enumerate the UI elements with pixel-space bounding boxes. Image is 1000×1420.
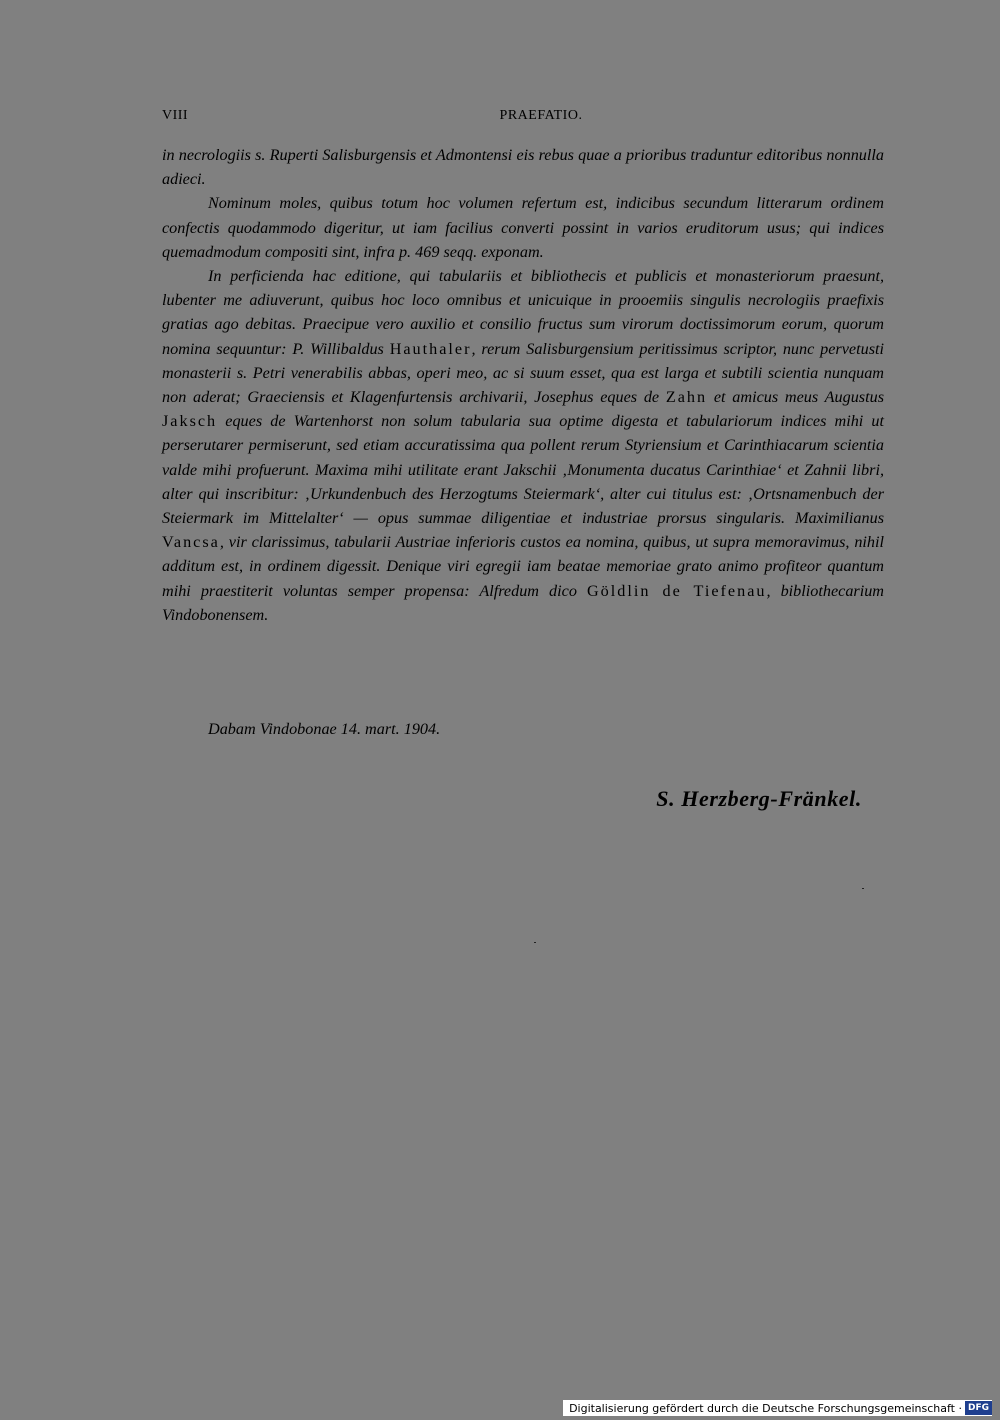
text-segment: Nominum moles, quibus totum hoc volumen refertum est, indicibus secundum litterarum ordinem confectis quodammodo digeritur, ut iam facilius converti possint in varios eruditorum usus; qui indices quemadmodum compositi sint, infra p. 469 seqq. exponam. [162, 194, 884, 261]
spaced-name: Hauthaler [389, 339, 472, 358]
text-segment: , vir clarissimus, tabularii Austriae inferioris custos ea nomina, quibus, ut supra memoravimus, nihil additum est, in ordinem digessit. Denique viri egregii iam beatae memoriae grato animo profiteor quantum mihi praestiterit voluntas semper propensa: Alfredum dico [162, 533, 884, 600]
author-signature: S. Herzberg-Fränkel. [656, 786, 862, 811]
text-segment: , rerum Salisburgensium peritissimus scriptor, nunc pervetusti monasterii s. Petri venerabilis abbas, operi meo, ac si suum esset, qua est larga et subtili scientia nunquam non aderat; Graeciensis et Klagenfurtensis archivarii, Josephus eques de [162, 339, 884, 407]
preface-body [162, 143, 884, 627]
running-title: PRAEFATIO. [499, 108, 583, 123]
dateline: Dabam Vindobonae 14. mart. 1904. [208, 720, 441, 738]
paragraph [162, 191, 884, 264]
dfg-logo-icon: DFG [965, 1401, 992, 1415]
spaced-name: Vancsa [162, 533, 220, 552]
text-segment: eques de Wartenhorst non solum tabularia sua optime digesta et tabulariorum indices mihi ut perserutarer permiserunt, sed etiam accuratissima qua pollent rerum Styriensium et Carinthiacarum scientia valde mihi profuerunt. Maxima mihi utilitate erant Jakschii ‚Monumenta ducatus Carinthiae‘ et Zahnii libri, alter qui inscribitur: ‚Urkundenbuch des Herzogtums Steiermark‘, alter cui titulus est: ‚Ortsnamenbuch der Steiermark im Mittelalter‘ — opus summae diligentiae et industriae prorsus singularis. Maximilianus [162, 412, 884, 528]
text-segment: In perficienda hac editione, qui tabulariis et bibliothecis et publicis et monasteriorum praesunt, lubenter me adiuverunt, quibus hoc loco omnibus et unicuique in prooemiis singulis necrologiis praefixis gratias ago debitas. Praecipue vero auxilio et consilio fructus sum virorum doctissimorum eorum, quorum nomina sequuntur: P. Willibaldus [162, 267, 884, 358]
scan-speck [862, 888, 864, 889]
text-segment: in necrologiis s. Ruperti Salisburgensis et Admontensi eis rebus quae a prioribus traduntur editoribus nonnulla adieci. [162, 146, 884, 189]
spaced-name: Zahn [665, 388, 708, 407]
spaced-name: Jaksch [162, 412, 218, 431]
page-header [162, 108, 884, 128]
scan-speck [534, 942, 536, 943]
spaced-name: Göldlin de Tiefenau [586, 581, 767, 600]
page-number: VIII [162, 108, 189, 123]
text-segment: et amicus meus Augustus [707, 388, 884, 407]
footer-text: Digitalisierung gefördert durch die Deutsche Forschungsgemeinschaft · [569, 1401, 962, 1415]
paragraph [162, 143, 884, 191]
paragraph [162, 264, 884, 627]
digitization-footer [563, 1400, 992, 1416]
text-segment: , bibliothecarium Vindobonensem. [162, 581, 884, 624]
